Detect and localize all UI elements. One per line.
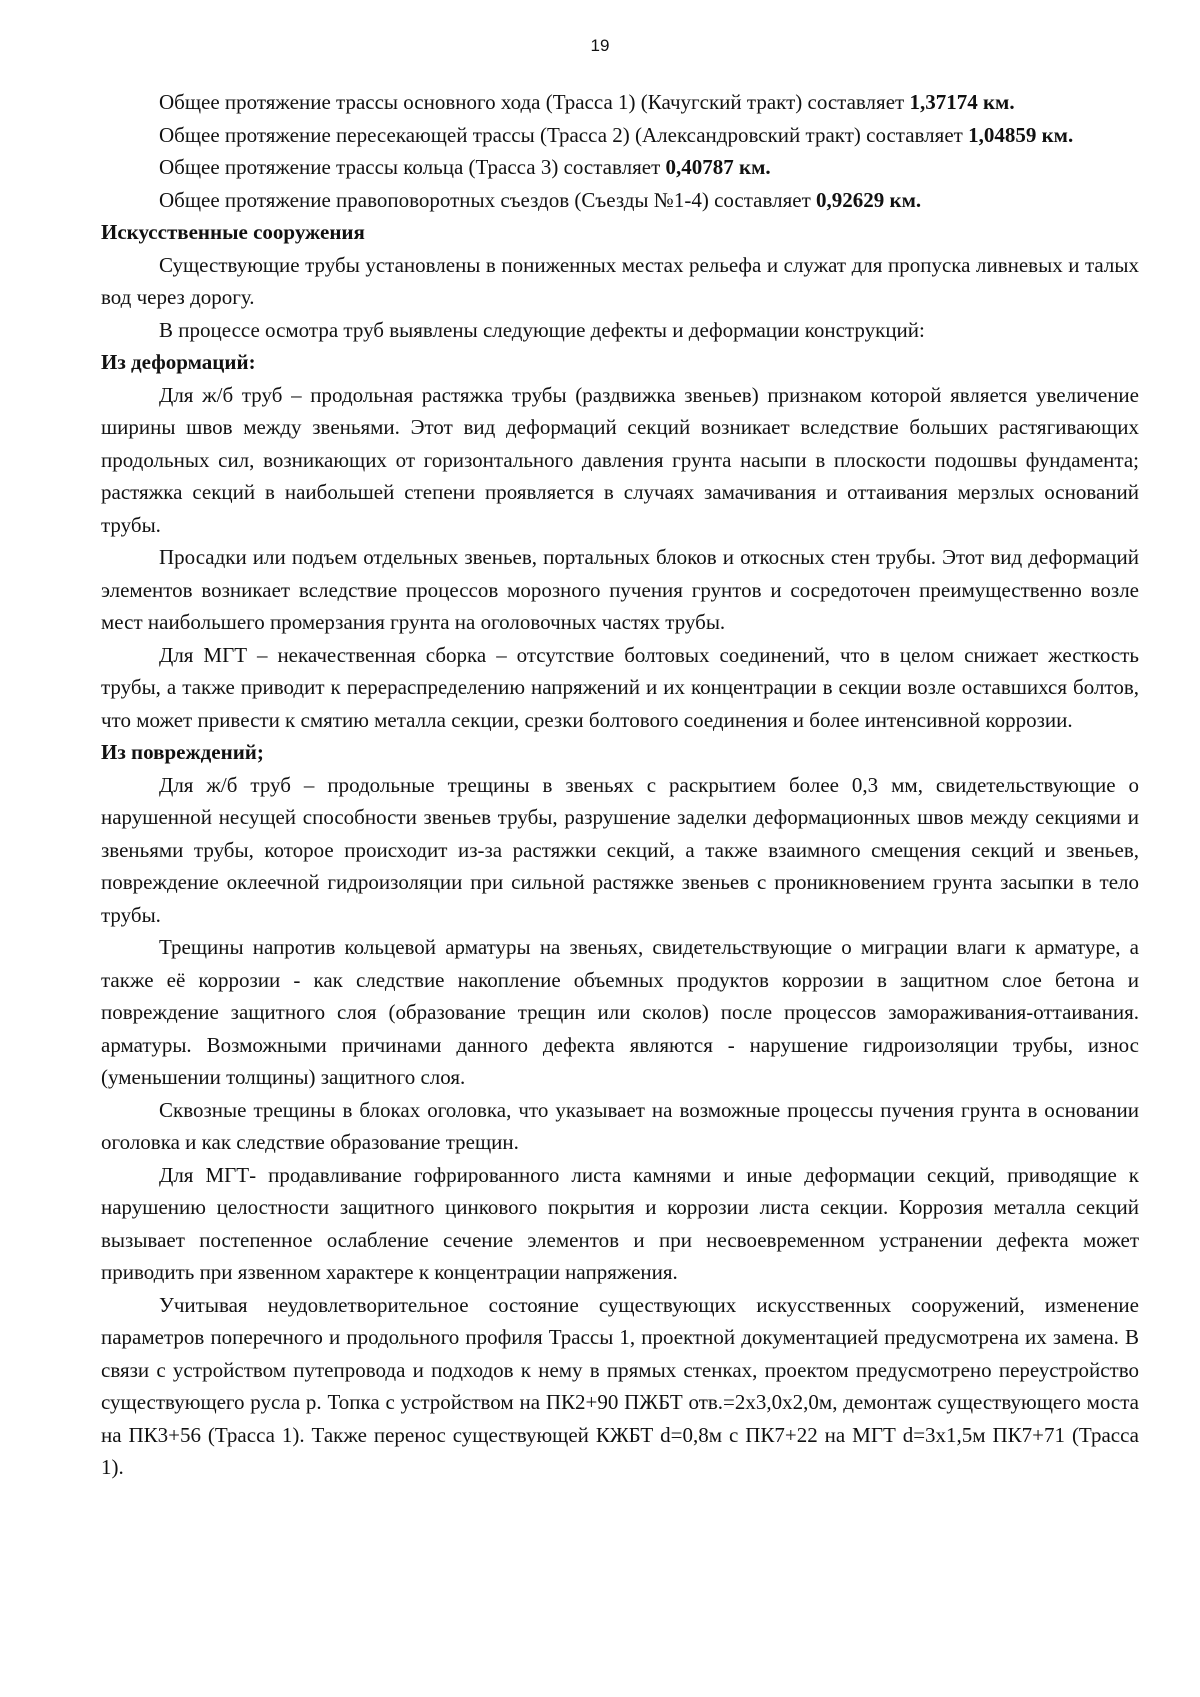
paragraph: Для МГТ- продавливание гофрированного листа камнями и иные деформации секций, приводящие к нарушению целостности защитного цинкового покрытия и коррозии листа секции. Коррозия металла секций вызывает постепенное ослабление сечение элементов и при несвоевременном устранении дефекта может приводить при язвенном характере к концентрации напряжения. (101, 1162, 1139, 1284)
paragraph: В процессе осмотра труб выявлены следующие дефекты и деформации конструкций: (159, 317, 925, 342)
length-ring-route (101, 151, 1139, 184)
section-heading-structures: Искусственные сооружения (101, 220, 365, 244)
paragraph: Сквозные трещины в блоках оголовка, что указывает на возможные процессы пучения грунта в основании оголовка и как следствие образование трещин. (101, 1097, 1139, 1154)
section-heading-damages: Из повреждений; (101, 740, 264, 764)
length-ramps (101, 184, 1139, 217)
length-crossing-route-value: 1,04859 км. (968, 122, 1074, 147)
paragraph: Просадки или подъем отдельных звеньев, портальных блоков и откосных стен трубы. Этот вид деформаций элементов возникает вследствие процессов морозного пучения грунтов и сосредоточен преимущественно возле мест наибольшего промерзания грунта на оголовочных частях трубы. (101, 545, 1139, 634)
length-ramps-value: 0,92629 км. (816, 187, 922, 212)
length-crossing-route-text: Общее протяжение пересекающей трассы (Трасса 2) (Александровский тракт) составляет (159, 122, 969, 147)
length-ring-route-value: 0,40787 км. (665, 155, 771, 179)
length-main-route-value: 1,37174 км. (909, 90, 1015, 114)
paragraph: Существующие трубы установлены в пониженных местах рельефа и служат для пропуска ливневых и талых вод через дорогу. (101, 252, 1139, 309)
length-main-route-text: Общее протяжение трассы основного хода (Трасса 1) (Качугский тракт) составляет (159, 90, 910, 114)
length-ramps-text: Общее протяжение правоповоротных съездов (Съезды №1-4) составляет (159, 187, 817, 212)
paragraph: Для МГТ – некачественная сборка – отсутствие болтовых соединений, что в целом снижает жесткость трубы, а также приводит к перераспределению напряжений и их концентрации в секции возле оставшихся болтов, что может привести к смятию металла секции, срезки болтового соединения и более интенсивной коррозии. (101, 642, 1139, 732)
paragraph-conclusion: Учитывая неудовлетворительное состояние существующих искусственных сооружений, изменение параметров поперечного и продольного профиля Трассы 1, проектной документацией предусмотрена их замена. В связи с устройством путепровода и подходов к нему в прямых стенках, проектом предусмотрено переустройство существующего русла р. Топка с устройством на ПК2+90 ПЖБТ отв.=2х3,0х2,0м, демонтаж существующего моста на ПК3+56 (Трасса 1). Также перенос существующей КЖБТ d=0,8м с ПК7+22 на МГТ d=3х1,5м ПК7+71 (Трасса 1). (101, 1292, 1139, 1479)
length-main-route (101, 86, 1139, 119)
paragraph: Для ж/б труб – продольная растяжка трубы (раздвижка звеньев) признаком которой является увеличение ширины швов между звеньями. Этот вид деформаций секций возникает вследствие больших растягивающих продольных сил, возникающих от горизонтального давления грунта насыпи в плоскости подошвы фундамента; растяжка секций в наибольшей степени проявляется в случаях замачивания и оттаивания мерзлых оснований трубы. (101, 382, 1139, 537)
paragraph: Трещины напротив кольцевой арматуры на звеньях, свидетельствующие о миграции влаги к арматуре, а также её коррозии - как следствие накопление объемных продуктов коррозии в защитном слое бетона и повреждение защитного слоя (образование трещин или сколов) после процессов замораживания-оттаивания. арматуры. Возможными причинами данного дефекта являются - нарушение гидроизоляции трубы, износ (уменьшении толщины) защитного слоя. (101, 935, 1139, 1089)
page-content (101, 86, 1139, 1484)
page-number: 19 (590, 36, 610, 55)
length-crossing-route (101, 119, 1139, 152)
section-heading-deformations: Из деформаций: (101, 350, 256, 374)
paragraph: Для ж/б труб – продольные трещины в звеньях с раскрытием более 0,3 мм, свидетельствующие о нарушенной несущей способности звеньев трубы, разрушение заделки деформационных швов между секциями и звеньями трубы, которое происходит из-за растяжки секций, а также взаимного смещения секций и звеньев, повреждение оклеечной гидроизоляции при сильной растяжке звеньев с проникновением грунта засыпки в тело трубы. (101, 772, 1139, 927)
length-ring-route-text: Общее протяжение трассы кольца (Трасса 3) составляет (159, 155, 666, 179)
